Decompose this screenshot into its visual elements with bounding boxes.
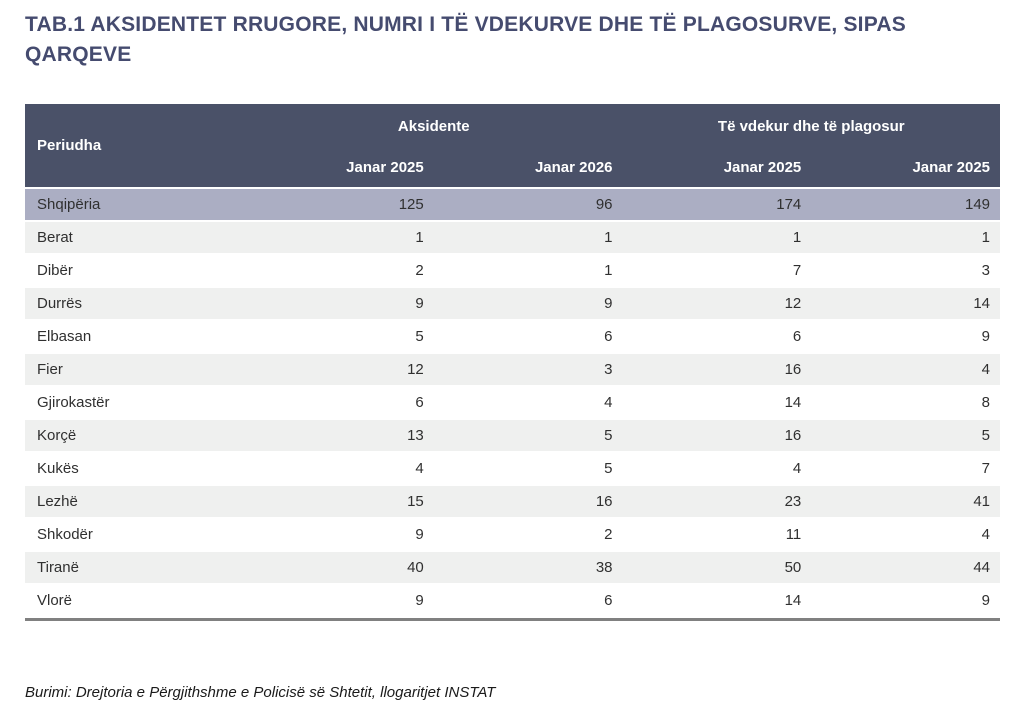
value-cell: 6 (434, 320, 623, 353)
value-cell: 12 (623, 287, 812, 320)
value-cell: 1 (623, 221, 812, 254)
table-header (25, 104, 1000, 188)
table-row (25, 287, 1000, 320)
table-row (25, 518, 1000, 551)
value-cell: 9 (811, 320, 1000, 353)
table-row (25, 584, 1000, 617)
page-title-line2: QARQEVE (25, 43, 132, 66)
periudha-header-cell: Periudha (25, 104, 245, 188)
value-cell: 5 (245, 320, 434, 353)
table-row (25, 551, 1000, 584)
row-label: Dibër (25, 254, 245, 287)
table-row (25, 188, 1000, 221)
subheader-aksidente-janar-2025: Janar 2025 (245, 148, 434, 188)
value-cell: 5 (434, 452, 623, 485)
value-cell: 2 (245, 254, 434, 287)
group-header-te-vdekur-plagosur: Të vdekur dhe të plagosur (623, 104, 1001, 148)
page-title-line1: TAB.1 AKSIDENTET RRUGORE, NUMRI I TË VDEKURVE DHE TË PLAGOSURVE, SIPAS (25, 13, 906, 36)
table-row (25, 452, 1000, 485)
value-cell: 1 (811, 221, 1000, 254)
row-label: Elbasan (25, 320, 245, 353)
subheader-vdekur-janar-2025-b: Janar 2025 (811, 148, 1000, 188)
value-cell: 50 (623, 551, 812, 584)
page-title (25, 10, 1000, 70)
value-cell: 14 (623, 386, 812, 419)
value-cell: 6 (434, 584, 623, 617)
row-label: Kukës (25, 452, 245, 485)
row-label: Tiranë (25, 551, 245, 584)
value-cell: 5 (811, 419, 1000, 452)
value-cell: 38 (434, 551, 623, 584)
row-label: Durrës (25, 287, 245, 320)
value-cell: 13 (245, 419, 434, 452)
source-note: Burimi: Drejtoria e Përgjithshme e Policisë së Shtetit, llogaritjet INSTAT (25, 684, 496, 701)
value-cell: 125 (245, 188, 434, 221)
value-cell: 5 (434, 419, 623, 452)
table-body (25, 188, 1000, 617)
group-header-row (25, 104, 1000, 148)
value-cell: 7 (623, 254, 812, 287)
value-cell: 14 (623, 584, 812, 617)
value-cell: 15 (245, 485, 434, 518)
row-label: Korçë (25, 419, 245, 452)
table-row (25, 320, 1000, 353)
row-label: Gjirokastër (25, 386, 245, 419)
table-row (25, 419, 1000, 452)
value-cell: 6 (623, 320, 812, 353)
table-row (25, 254, 1000, 287)
table-row (25, 353, 1000, 386)
value-cell: 23 (623, 485, 812, 518)
value-cell: 9 (434, 287, 623, 320)
table-row (25, 386, 1000, 419)
value-cell: 3 (434, 353, 623, 386)
value-cell: 1 (434, 254, 623, 287)
row-label: Fier (25, 353, 245, 386)
value-cell: 9 (245, 518, 434, 551)
value-cell: 2 (434, 518, 623, 551)
value-cell: 7 (811, 452, 1000, 485)
value-cell: 8 (811, 386, 1000, 419)
value-cell: 40 (245, 551, 434, 584)
value-cell: 3 (811, 254, 1000, 287)
row-label: Shqipëria (25, 188, 245, 221)
value-cell: 1 (434, 221, 623, 254)
value-cell: 9 (811, 584, 1000, 617)
group-header-aksidente: Aksidente (245, 104, 623, 148)
value-cell: 16 (623, 419, 812, 452)
value-cell: 4 (811, 353, 1000, 386)
subheader-aksidente-janar-2026: Janar 2026 (434, 148, 623, 188)
table-row (25, 221, 1000, 254)
table-row (25, 485, 1000, 518)
value-cell: 9 (245, 584, 434, 617)
value-cell: 9 (245, 287, 434, 320)
data-table (25, 104, 1000, 618)
row-label: Shkodër (25, 518, 245, 551)
row-label: Berat (25, 221, 245, 254)
value-cell: 11 (623, 518, 812, 551)
value-cell: 41 (811, 485, 1000, 518)
value-cell: 14 (811, 287, 1000, 320)
table-wrap (25, 104, 1000, 621)
value-cell: 174 (623, 188, 812, 221)
row-label: Vlorë (25, 584, 245, 617)
row-label: Lezhë (25, 485, 245, 518)
value-cell: 4 (245, 452, 434, 485)
value-cell: 96 (434, 188, 623, 221)
value-cell: 16 (623, 353, 812, 386)
value-cell: 1 (245, 221, 434, 254)
value-cell: 4 (811, 518, 1000, 551)
value-cell: 6 (245, 386, 434, 419)
value-cell: 12 (245, 353, 434, 386)
value-cell: 149 (811, 188, 1000, 221)
value-cell: 44 (811, 551, 1000, 584)
subheader-vdekur-janar-2025-a: Janar 2025 (623, 148, 812, 188)
value-cell: 16 (434, 485, 623, 518)
value-cell: 4 (623, 452, 812, 485)
value-cell: 4 (434, 386, 623, 419)
